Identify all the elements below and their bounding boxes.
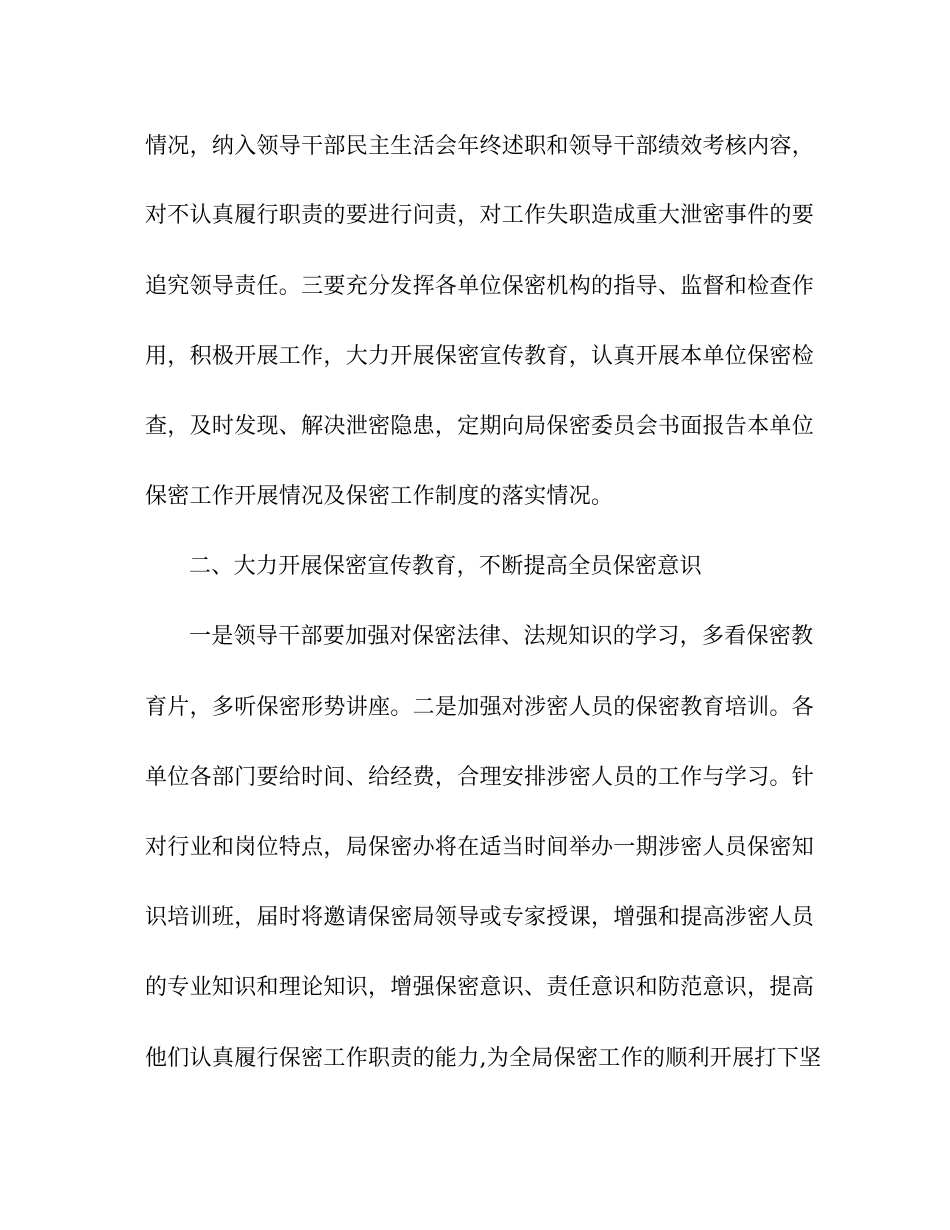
text-line: 的专业知识和理论知识，增强保密意识、责任意识和防范意识，提高 (145, 975, 815, 1000)
text-line: 单位各部门要给时间、给经费，合理安排涉密人员的工作与学习。针 (145, 765, 815, 790)
text-line: 识培训班，届时将邀请保密局领导或专家授课，增强和提高涉密人员 (145, 905, 815, 930)
text-line: 他们认真履行保密工作职责的能力,为全局保密工作的顺利开展打下坚 (145, 1046, 822, 1071)
text-line: 育片，多听保密形势讲座。二是加强对涉密人员的保密教育培训。各 (145, 695, 815, 720)
text-line: 追究领导责任。三要充分发挥各单位保密机构的指导、监督和检查作 (145, 274, 815, 299)
text-line: 用，积极开展工作，大力开展保密宣传教育，认真开展本单位保密检 (145, 344, 815, 369)
section-heading: 二、大力开展保密宣传教育，不断提高全员保密意识 (189, 554, 702, 579)
text-line: 对行业和岗位特点，局保密办将在适当时间举办一期涉密人员保密知 (145, 835, 815, 860)
text-line: 对不认真履行职责的要进行问责，对工作失职造成重大泄密事件的要 (145, 203, 815, 228)
text-line: 查，及时发现、解决泄密隐患，定期向局保密委员会书面报告本单位 (145, 414, 815, 439)
text-line: 一是领导干部要加强对保密法律、法规知识的学习，多看保密教 (189, 624, 814, 649)
text-line: 保密工作开展情况及保密工作制度的落实情况。 (145, 484, 614, 509)
text-line: 情况，纳入领导干部民主生活会年终述职和领导干部绩效考核内容， (145, 134, 815, 159)
